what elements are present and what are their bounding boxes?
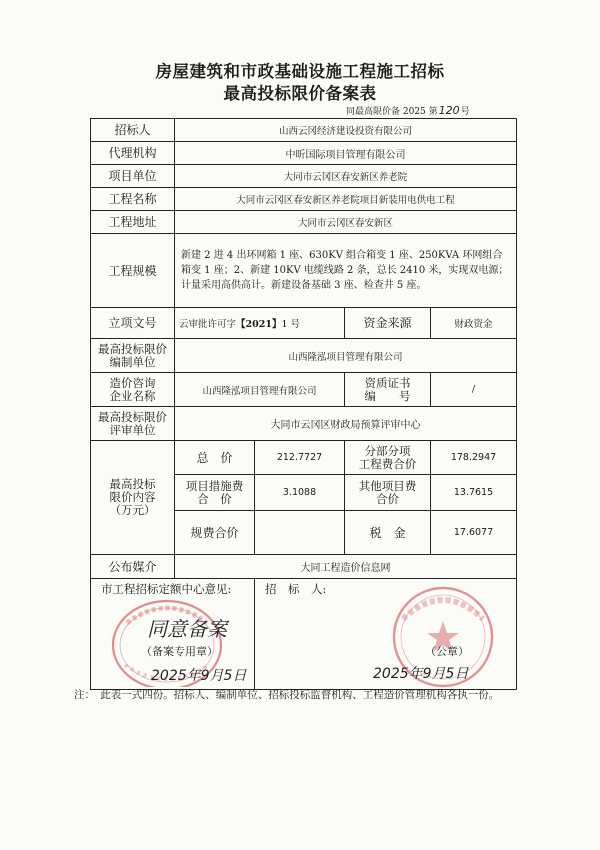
row-reviewer (91, 407, 517, 441)
project-address-label: 工程地址 (91, 211, 175, 234)
row-price-total (91, 441, 517, 475)
document-number-prefix: 同最高限价备 2025 第 (346, 107, 438, 117)
certificate-label (345, 373, 431, 407)
measures-cost-label-line1: 项目措施费 (185, 478, 244, 493)
project-address-value: 大同市云冈区春安新区 (175, 211, 517, 234)
document-number (346, 104, 470, 117)
document-number-suffix: 号 (460, 107, 470, 117)
tenderer-value: 山西云冈经济建设投资有限公司 (175, 119, 517, 142)
price-label-line1: 最高投标 (109, 477, 156, 491)
fees-label: 规费合价 (175, 511, 255, 555)
agency-label: 代理机构 (91, 142, 175, 165)
consultant-label-line1: 造价咨询 (109, 375, 156, 390)
project-owner-label: 项目单位 (91, 165, 175, 188)
reviewer-label-line1: 最高投标限价 (98, 409, 167, 424)
other-cost-label-line1: 其他项目费 (358, 478, 417, 493)
project-scale-value: 新建 2 进 4 出环网箱 1 座、630KV 组合箱变 1 座、250KVA 环网组合箱变 1 座；2、新建 10KV 电缆线路 2 条，总长 2410 米，实现双电源；计量采用高供高计。新建设备基础 3 座、检查井 5 座。 (175, 234, 517, 308)
total-price-label: 总 价 (175, 441, 255, 475)
consultant-label-line2: 企业名称 (109, 388, 156, 403)
tax-label: 税 金 (345, 511, 431, 555)
tenderer-seal-cell (255, 579, 517, 690)
compiler-label-line1: 最高投标限价 (98, 341, 167, 356)
approval-value (175, 308, 345, 339)
approval-suffix: 1 号 (281, 319, 301, 330)
row-agency (91, 142, 517, 165)
page-title-line2: 最高投标限价备案表 (223, 84, 377, 103)
document-number-handwritten: 120 (438, 104, 460, 117)
project-name-label: 工程名称 (91, 188, 175, 211)
approval-prefix: 云审批许可字 (179, 319, 237, 330)
center-handwritten-approval: 同意备案 (147, 617, 227, 641)
price-label-line3: （万元） (109, 503, 156, 517)
total-price-value: 212.7727 (255, 441, 345, 475)
row-project-name (91, 188, 517, 211)
approval-label: 立项文号 (91, 308, 175, 339)
center-date: 2025年9月5日 (151, 668, 247, 684)
row-consultant (91, 373, 517, 407)
row-signatures (91, 579, 517, 690)
reviewer-label-line2: 评审单位 (109, 422, 156, 437)
other-cost-value: 13.7615 (431, 475, 517, 511)
center-opinion-title: 市工程招标定额中心意见: (101, 582, 232, 596)
project-scale-label: 工程规模 (91, 234, 175, 308)
fund-source-value: 财政资金 (431, 308, 517, 339)
compiler-label (91, 339, 175, 373)
tax-value: 17.6077 (431, 511, 517, 555)
price-label-line2: 限价内容 (109, 490, 156, 504)
footnote: 注： 此表一式四份。招标人、编制单位、招标投标监督机构、工程造价管理机构各执一份。 (74, 689, 500, 701)
center-opinion-cell (91, 579, 255, 690)
measures-cost-value: 3.1088 (255, 475, 345, 511)
row-project-scale (91, 234, 517, 308)
row-compiler (91, 339, 517, 373)
compiler-value: 山西隆泓项目管理有限公司 (175, 339, 517, 373)
consultant-label (91, 373, 175, 407)
other-cost-label (345, 475, 431, 511)
agency-value: 中昕国际项目管理有限公司 (175, 142, 517, 165)
row-tenderer (91, 119, 517, 142)
tenderer-seal-title: 招 标 人: (265, 582, 327, 596)
approval-year: 【2021】 (236, 319, 282, 330)
compiler-label-line2: 编制单位 (109, 354, 156, 369)
tenderer-date: 2025年9月5日 (373, 666, 469, 682)
row-project-address (91, 211, 517, 234)
consultant-value: 山西隆泓项目管理有限公司 (175, 373, 345, 407)
tenderer-label: 招标人 (91, 119, 175, 142)
tenderer-stamp-note: （公章） (425, 645, 469, 658)
center-stamp-note: （备案专用章） (141, 645, 218, 658)
certificate-label-line1: 资质证书 (364, 375, 411, 390)
row-project-owner (91, 165, 517, 188)
subitem-cost-label-line2: 工程费合价 (358, 456, 417, 471)
project-owner-value: 大同市云冈区春安新区养老院 (175, 165, 517, 188)
row-approval (91, 308, 517, 339)
page-title-line1: 房屋建筑和市政基础设施工程施工招标 (155, 62, 445, 81)
certificate-value: / (431, 373, 517, 407)
subitem-cost-value: 178.2947 (431, 441, 517, 475)
project-name-value: 大同市云冈区春安新区养老院项目新装用电供电工程 (175, 188, 517, 211)
reviewer-value: 大同市云冈区财政局预算评审中心 (175, 407, 517, 441)
subitem-cost-label-line1: 分部分项 (364, 443, 411, 458)
certificate-label-line2: 编 号 (364, 388, 411, 403)
media-label: 公布媒介 (91, 555, 175, 579)
price-label (91, 441, 175, 555)
measures-cost-label-line2: 合 价 (197, 491, 232, 506)
filing-table (90, 118, 517, 690)
row-media (91, 555, 517, 579)
measures-cost-label (175, 475, 255, 511)
fees-value (255, 511, 345, 555)
other-cost-label-line2: 合价 (376, 491, 399, 506)
fund-source-label: 资金来源 (345, 308, 431, 339)
reviewer-label (91, 407, 175, 441)
subitem-cost-label (345, 441, 431, 475)
media-value: 大同工程造价信息网 (175, 555, 517, 579)
